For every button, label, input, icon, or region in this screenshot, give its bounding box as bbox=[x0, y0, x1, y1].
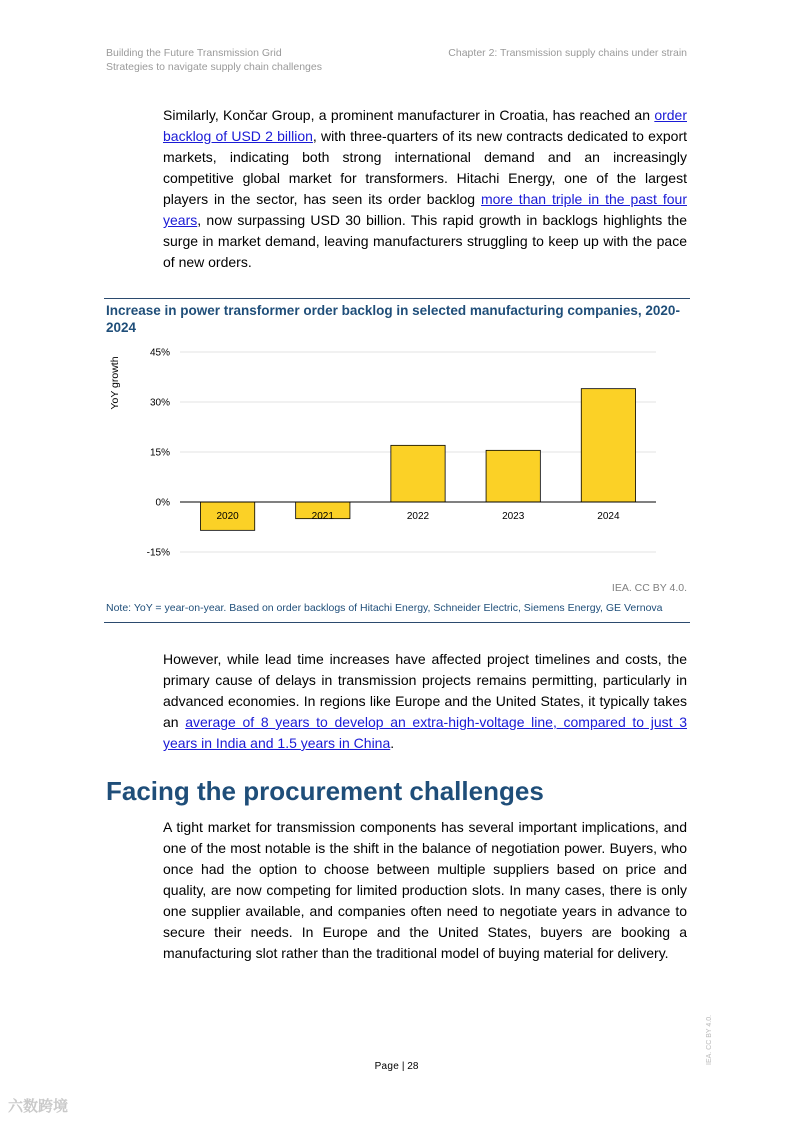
bar bbox=[581, 389, 635, 502]
para1-text-2: , with three-quarters of its new contracts dedicated to export markets, indicating both strong international demand and an increasingly competitive global market for transformers. Hitachi Energy, one of the largest players in the sector, has seen its order backlog bbox=[163, 128, 687, 207]
report-title: Building the Future Transmission Grid bbox=[106, 47, 282, 59]
para2-text-2: . bbox=[390, 735, 395, 751]
report-subtitle: Strategies to navigate supply chain challenges bbox=[106, 61, 322, 73]
page-label: Page bbox=[374, 1061, 400, 1072]
link-hitachi-triple[interactable]: more than triple in the past four years bbox=[163, 191, 687, 228]
page-separator: | bbox=[399, 1061, 408, 1072]
running-header-left bbox=[106, 46, 322, 74]
figure-bottom-rule bbox=[104, 622, 690, 623]
chart-bars bbox=[200, 389, 635, 531]
x-tick-label: 2024 bbox=[597, 511, 620, 522]
watermark: 六数跨境 bbox=[8, 1098, 69, 1115]
y-tick-label: 15% bbox=[149, 447, 170, 459]
y-tick-label: -15% bbox=[146, 547, 170, 559]
para1-text-3: , now surpassing USD 30 billion. This rapid growth in backlogs highlights the surge in market demand, leaving manufacturers struggling to keep up with the pace of new orders. bbox=[163, 212, 687, 270]
section-heading: Facing the procurement challenges bbox=[106, 776, 544, 806]
figure-title: Increase in power transformer order backlog in selected manufacturing companies, 2020-2024 bbox=[106, 303, 680, 335]
y-tick-label: 0% bbox=[155, 497, 170, 509]
page-number bbox=[0, 1061, 793, 1072]
x-tick-label: 2023 bbox=[502, 511, 525, 522]
para2-text-1: However, while lead time increases have affected project timelines and costs, the primary cause of delays in transmission projects remains permitting, particularly in advanced economies. In regions like Europe and the United States, it typically takes an bbox=[163, 651, 687, 730]
figure-top-rule bbox=[104, 298, 690, 299]
y-tick-label: 30% bbox=[149, 397, 170, 409]
x-tick-label: 2021 bbox=[311, 511, 334, 522]
running-header-chapter: Chapter 2: Transmission supply chains under strain bbox=[448, 47, 687, 59]
page-number-value: 28 bbox=[407, 1061, 419, 1072]
link-ehv-line-years[interactable]: average of 8 years to develop an extra-high-voltage line, compared to just 3 years in India and 1.5 years in China bbox=[163, 714, 687, 751]
y-tick-label: 45% bbox=[149, 347, 170, 359]
paragraph-procurement: A tight market for transmission components has several important implications, and one of the most notable is the shift in the balance of negotiation power. Buyers, who once had the option to choose between multiple suppliers based on price and quality, are now competing for limited production slots. In many cases, there is only one supplier available, and companies often need to negotiate years in advance to secure their needs. In Europe and the United States, buyers are booking a manufacturing slot rather than the traditional model of buying material for delivery. bbox=[163, 819, 687, 961]
x-tick-label: 2022 bbox=[406, 511, 430, 522]
paragraph-backlog bbox=[163, 105, 687, 273]
bar bbox=[391, 445, 445, 502]
figure-credit: IEA. CC BY 4.0. bbox=[611, 582, 687, 594]
paragraph-permitting bbox=[163, 649, 687, 754]
figure-note: Note: YoY = year-on-year. Based on order backlogs of Hitachi Energy, Schneider Electric, Siemens Energy, GE Vernova bbox=[106, 602, 663, 614]
y-axis-label: YoY growth bbox=[109, 356, 121, 410]
vertical-credit: IEA. CC BY 4.0. bbox=[706, 1014, 713, 1065]
para1-text-1: Similarly, Končar Group, a prominent manufacturer in Croatia, has reached an bbox=[163, 107, 655, 123]
bar bbox=[486, 450, 540, 502]
backlog-bar-chart bbox=[104, 340, 690, 570]
link-koncar-backlog[interactable]: order backlog of USD 2 billion bbox=[163, 107, 687, 144]
x-tick-label: 2020 bbox=[216, 511, 239, 522]
